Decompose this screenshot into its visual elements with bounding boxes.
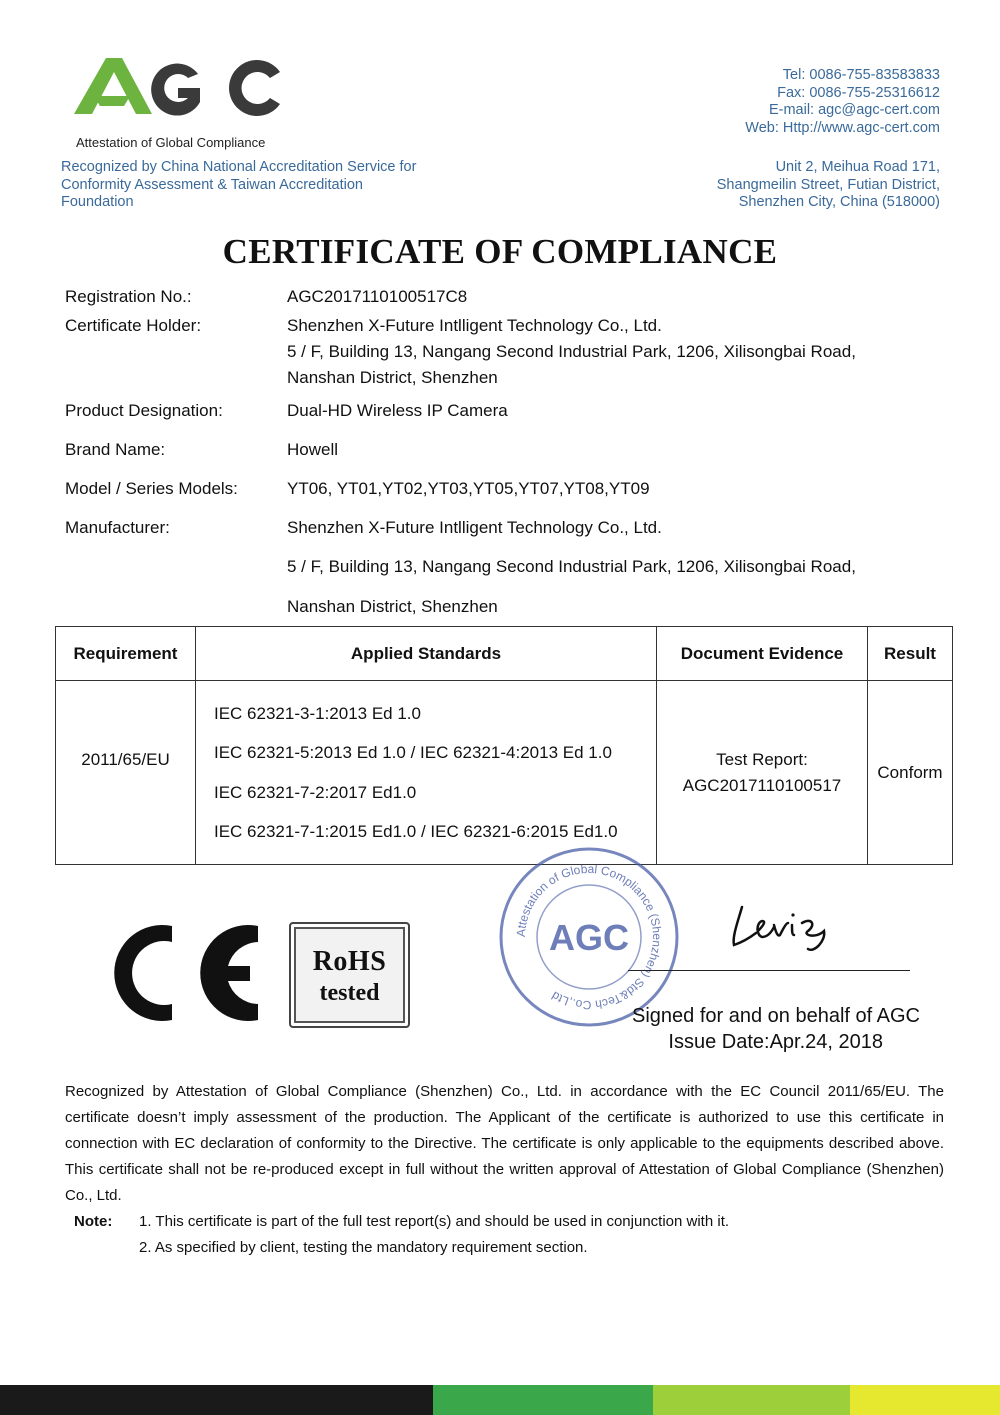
table-row [56,681,953,865]
header-applied-standards: Applied Standards [196,627,657,681]
signature-line [628,970,910,971]
agc-seal-stamp [498,846,680,1028]
registration-value: AGC2017110100517C8 [287,287,468,306]
registration-label: Registration No.: [65,287,192,306]
band-segment [850,1385,1000,1415]
product-value: Dual-HD Wireless IP Camera [287,401,508,420]
result-cell: Conform [868,681,953,865]
accreditation-line: Conformity Assessment & Taiwan Accreditation [61,176,363,193]
requirement-cell: 2011/65/EU [56,681,196,865]
note-item: 1. This certificate is part of the full test report(s) and should be used in conjunction with it. [139,1213,730,1230]
address-line: Shangmeilin Street, Futian District, [716,176,940,193]
logo-tagline: Attestation of Global Compliance [76,135,266,150]
email: E-mail: agc@agc-cert.com [768,102,940,119]
accreditation-line: Recognized by China National Accreditation Service for [61,159,417,175]
address-line: Shenzhen City, China (518000) [738,194,940,210]
seal-center-text: AGC [549,917,629,958]
model-label: Model / Series Models: [65,479,238,498]
header-document-evidence: Document Evidence [657,627,868,681]
manufacturer-label: Manufacturer: [65,518,170,537]
tested-label: tested [319,980,380,1006]
note-label: Note: [74,1213,113,1230]
manufacturer-name: Shenzhen X-Future Intlligent Technology Co., Ltd. [287,518,662,537]
evidence-cell [657,681,868,865]
standard-item: IEC 62321-7-1:2015 Ed1.0 / IEC 62321-6:2015 Ed1.0 [214,822,618,841]
certificate-statement: Recognized by Attestation of Global Compliance (Shenzhen) Co., Ltd. in accordance with the EC Council 2011/65/EU. The certificate doesn’t imply assessment of the production. The Applicant of the certificate is authorized to use this certificate in connection with EC declaration of conformity to the Directive. The certificate is only applicable to the equipments described above. This certificate shall not be re-produced except in full without the written approval of Attestation of Global Compliance (Shenzhen) Co., Ltd. [65,1083,944,1204]
fax: Fax: 0086-755-25316612 [777,84,940,101]
contact-block [745,67,940,137]
manufacturer-address-line: 5 / F, Building 13, Nangang Second Industrial Park, 1206, Xilisongbai Road, [287,557,856,576]
issue-date: Issue Date:Apr.24, 2018 [668,1031,883,1053]
band-segment [653,1385,850,1415]
holder-label: Certificate Holder: [65,316,202,335]
standard-item: IEC 62321-3-1:2013 Ed 1.0 [214,703,421,723]
brand-value: Howell [287,440,339,459]
header-requirement: Requirement [56,627,196,681]
address-line: Unit 2, Meihua Road 171, [775,159,940,175]
handwritten-signature [720,895,840,957]
table-header-row [56,627,953,681]
note-item: 2. As specified by client, testing the mandatory requirement section. [139,1239,588,1256]
accreditation-note [61,159,416,212]
evidence-label: Test Report: [716,749,808,769]
holder-name: Shenzhen X-Future Intlligent Technology Co., Ltd. [287,316,662,335]
certificate-title: CERTIFICATE OF COMPLIANCE [222,232,778,271]
standards-table [55,626,953,865]
band-segment [0,1385,433,1415]
model-value: YT06, YT01,YT02,YT03,YT05,YT07,YT08,YT09 [287,479,650,498]
standard-item: IEC 62321-7-2:2017 Ed1.0 [214,782,417,802]
address-block [717,159,940,212]
standards-cell [196,681,657,865]
tel: Tel: 0086-755-83583833 [782,67,940,83]
manufacturer-address-line: Nanshan District, Shenzhen [287,597,498,616]
product-label: Product Designation: [65,401,223,420]
rohs-tested-badge [289,922,410,1028]
brand-label: Brand Name: [65,440,166,459]
ce-mark-icon [110,918,270,1028]
evidence-report-number: AGC2017110100517 [682,775,842,795]
website: Web: Http://www.agc-cert.com [745,119,940,136]
signed-on-behalf-text: Signed for and on behalf of AGC [632,1005,920,1027]
header-result: Result [868,627,953,681]
holder-address-line: 5 / F, Building 13, Nangang Second Industrial Park, 1206, Xilisongbai Road, [287,342,856,361]
band-segment [433,1385,653,1415]
standard-item: IEC 62321-5:2013 Ed 1.0 / IEC 62321-4:2013 Ed 1.0 [214,743,612,762]
holder-address-line: Nanshan District, Shenzhen [287,368,498,387]
accreditation-line: Foundation [61,194,134,210]
rohs-label: RoHS [312,946,387,977]
footer-color-band [0,1385,1000,1415]
seal-ring-text: Attestation of Global Compliance (Shenzhen) Std&Tech Co.,Ltd [513,861,665,1013]
